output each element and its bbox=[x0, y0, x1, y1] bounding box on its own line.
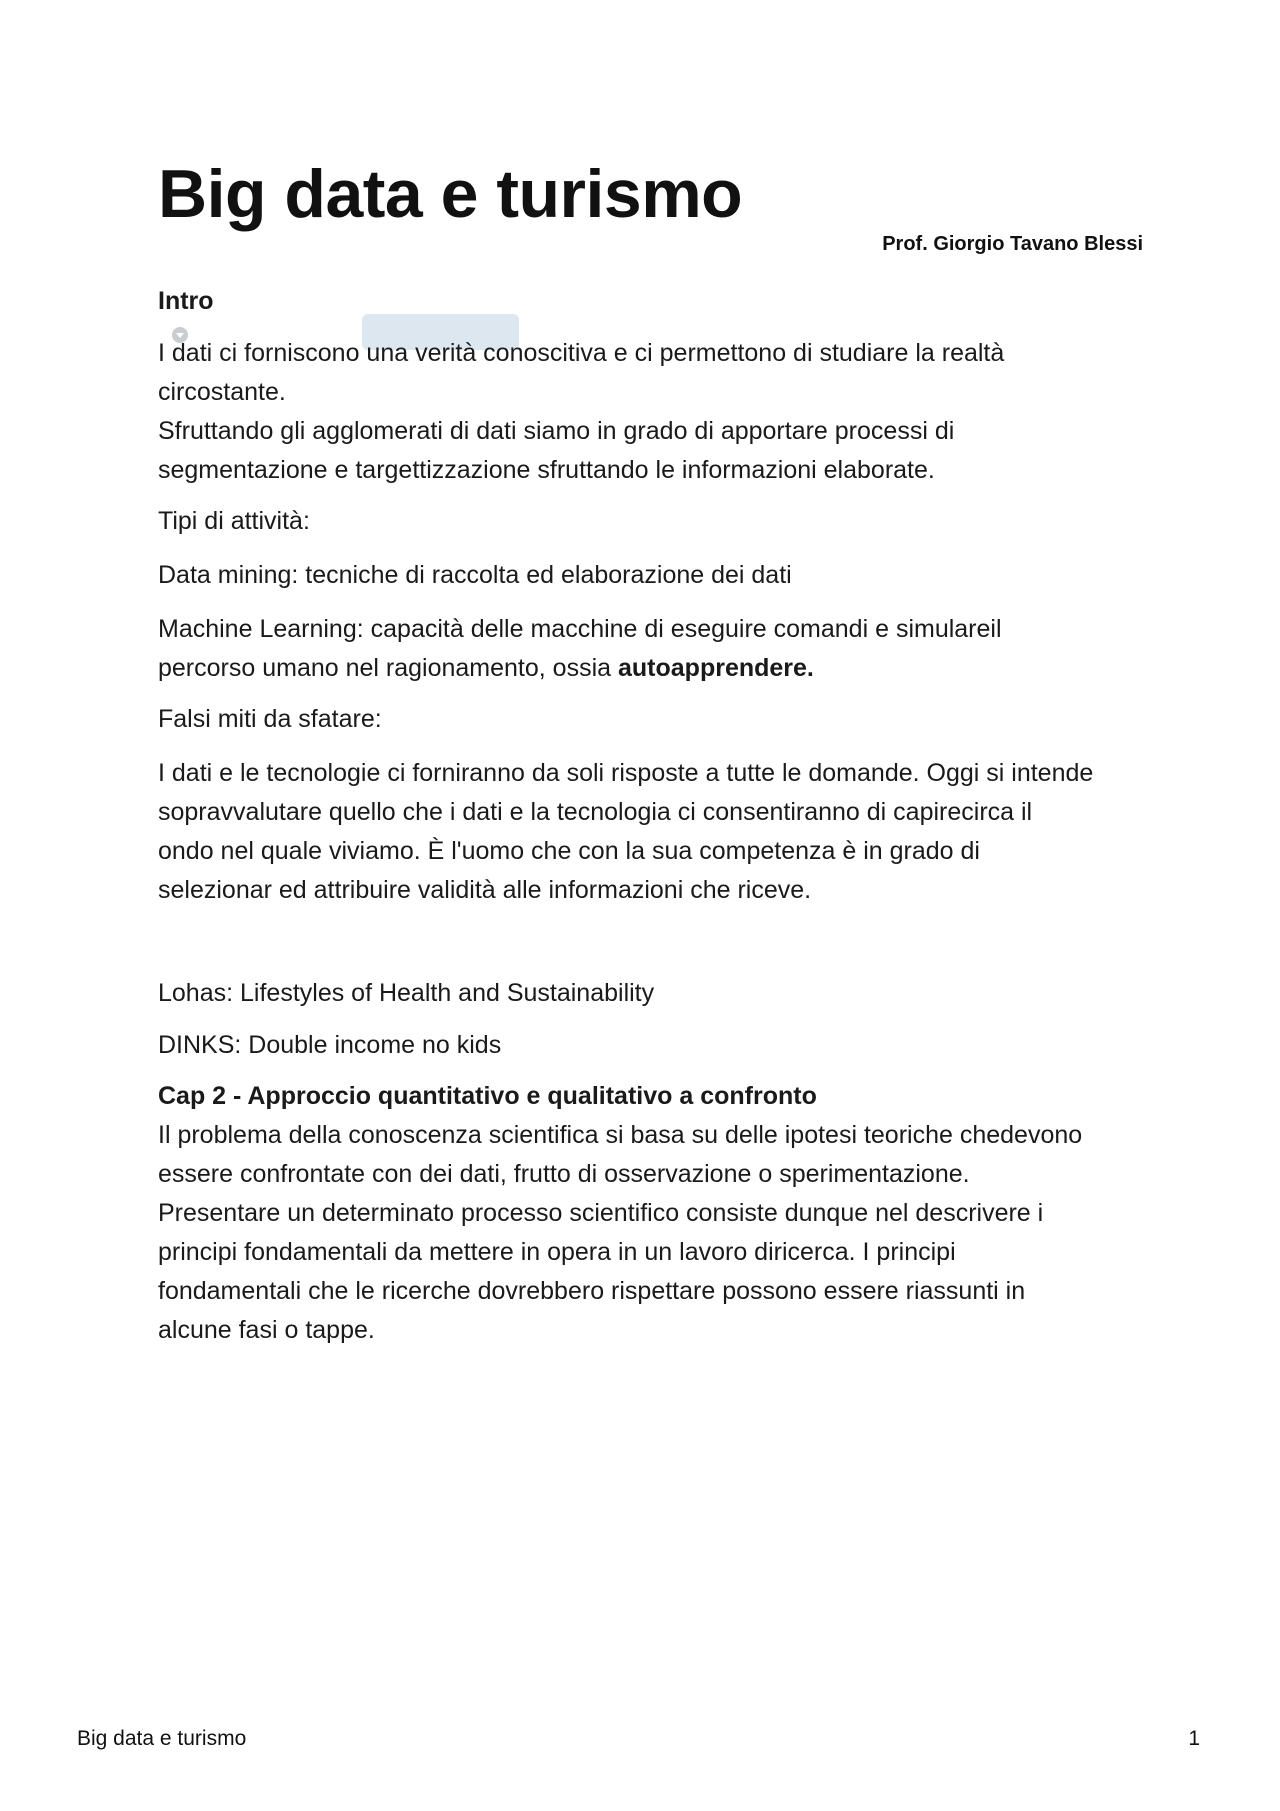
footer-title: Big data e turismo bbox=[77, 1727, 247, 1750]
intro-paragraph-line: I dati ci forniscono una verità conoscitiva e ci permettono di studiare la realtà bbox=[158, 339, 1005, 367]
section-heading-intro: Intro bbox=[158, 287, 214, 315]
machine-learning-line: Machine Learning: capacità delle macchine di eseguire comandi e simulareil bbox=[158, 615, 1002, 643]
machine-learning-line bbox=[158, 649, 1138, 688]
page-number: 1 bbox=[1188, 1727, 1200, 1750]
document-body bbox=[158, 282, 1138, 1350]
machine-learning-text: percorso umano nel ragionamento, ossia bbox=[158, 654, 618, 682]
document-author: Prof. Giorgio Tavano Blessi bbox=[882, 233, 1143, 255]
myths-label: Falsi miti da sfatare: bbox=[158, 705, 382, 733]
cap2-paragraph-line: Il problema della conoscenza scientifica si basa su delle ipotesi teoriche chedevono bbox=[158, 1121, 1083, 1149]
dinks-definition: DINKS: Double income no kids bbox=[158, 1031, 502, 1059]
data-mining-item: Data mining: tecniche di raccolta ed elaborazione dei dati bbox=[158, 561, 792, 589]
section-heading-cap2: Cap 2 - Approccio quantitativo e qualitativo a confronto bbox=[158, 1082, 817, 1110]
myths-paragraph-line: I dati e le tecnologie ci forniranno da soli risposte a tutte le domande. Oggi si intende bbox=[158, 759, 1094, 787]
cap2-paragraph-line: principi fondamentali da mettere in opera in un lavoro diricerca. I principi bbox=[158, 1238, 956, 1266]
cap2-paragraph-line: essere confrontate con dei dati, frutto di osservazione o sperimentazione. bbox=[158, 1160, 970, 1188]
machine-learning-bold: autoapprendere. bbox=[618, 654, 814, 682]
intro-paragraph-line: Sfruttando gli agglomerati di dati siamo in grado di apportare processi di bbox=[158, 417, 955, 445]
cap2-paragraph-line: fondamentali che le ricerche dovrebbero rispettare possono essere riassunti in bbox=[158, 1277, 1026, 1305]
lohas-definition: Lohas: Lifestyles of Health and Sustainability bbox=[158, 979, 655, 1007]
myths-paragraph-line: ondo nel quale viviamo. È l'uomo che con la sua competenza è in grado di bbox=[158, 837, 980, 865]
cap2-paragraph-line: Presentare un determinato processo scientifico consiste dunque nel descrivere i bbox=[158, 1199, 1044, 1227]
myths-paragraph-line: selezionar ed attribuire validità alle informazioni che riceve. bbox=[158, 876, 812, 904]
activities-label: Tipi di attività: bbox=[158, 507, 310, 535]
document-title: Big data e turismo bbox=[158, 156, 743, 232]
cap2-paragraph-line: alcune fasi o tappe. bbox=[158, 1316, 375, 1344]
intro-paragraph-line: segmentazione e targettizzazione sfruttando le informazioni elaborate. bbox=[158, 456, 935, 484]
myths-paragraph-line: sopravvalutare quello che i dati e la tecnologia ci consentiranno di capirecirca il bbox=[158, 798, 1033, 826]
intro-paragraph-line: circostante. bbox=[158, 378, 286, 406]
